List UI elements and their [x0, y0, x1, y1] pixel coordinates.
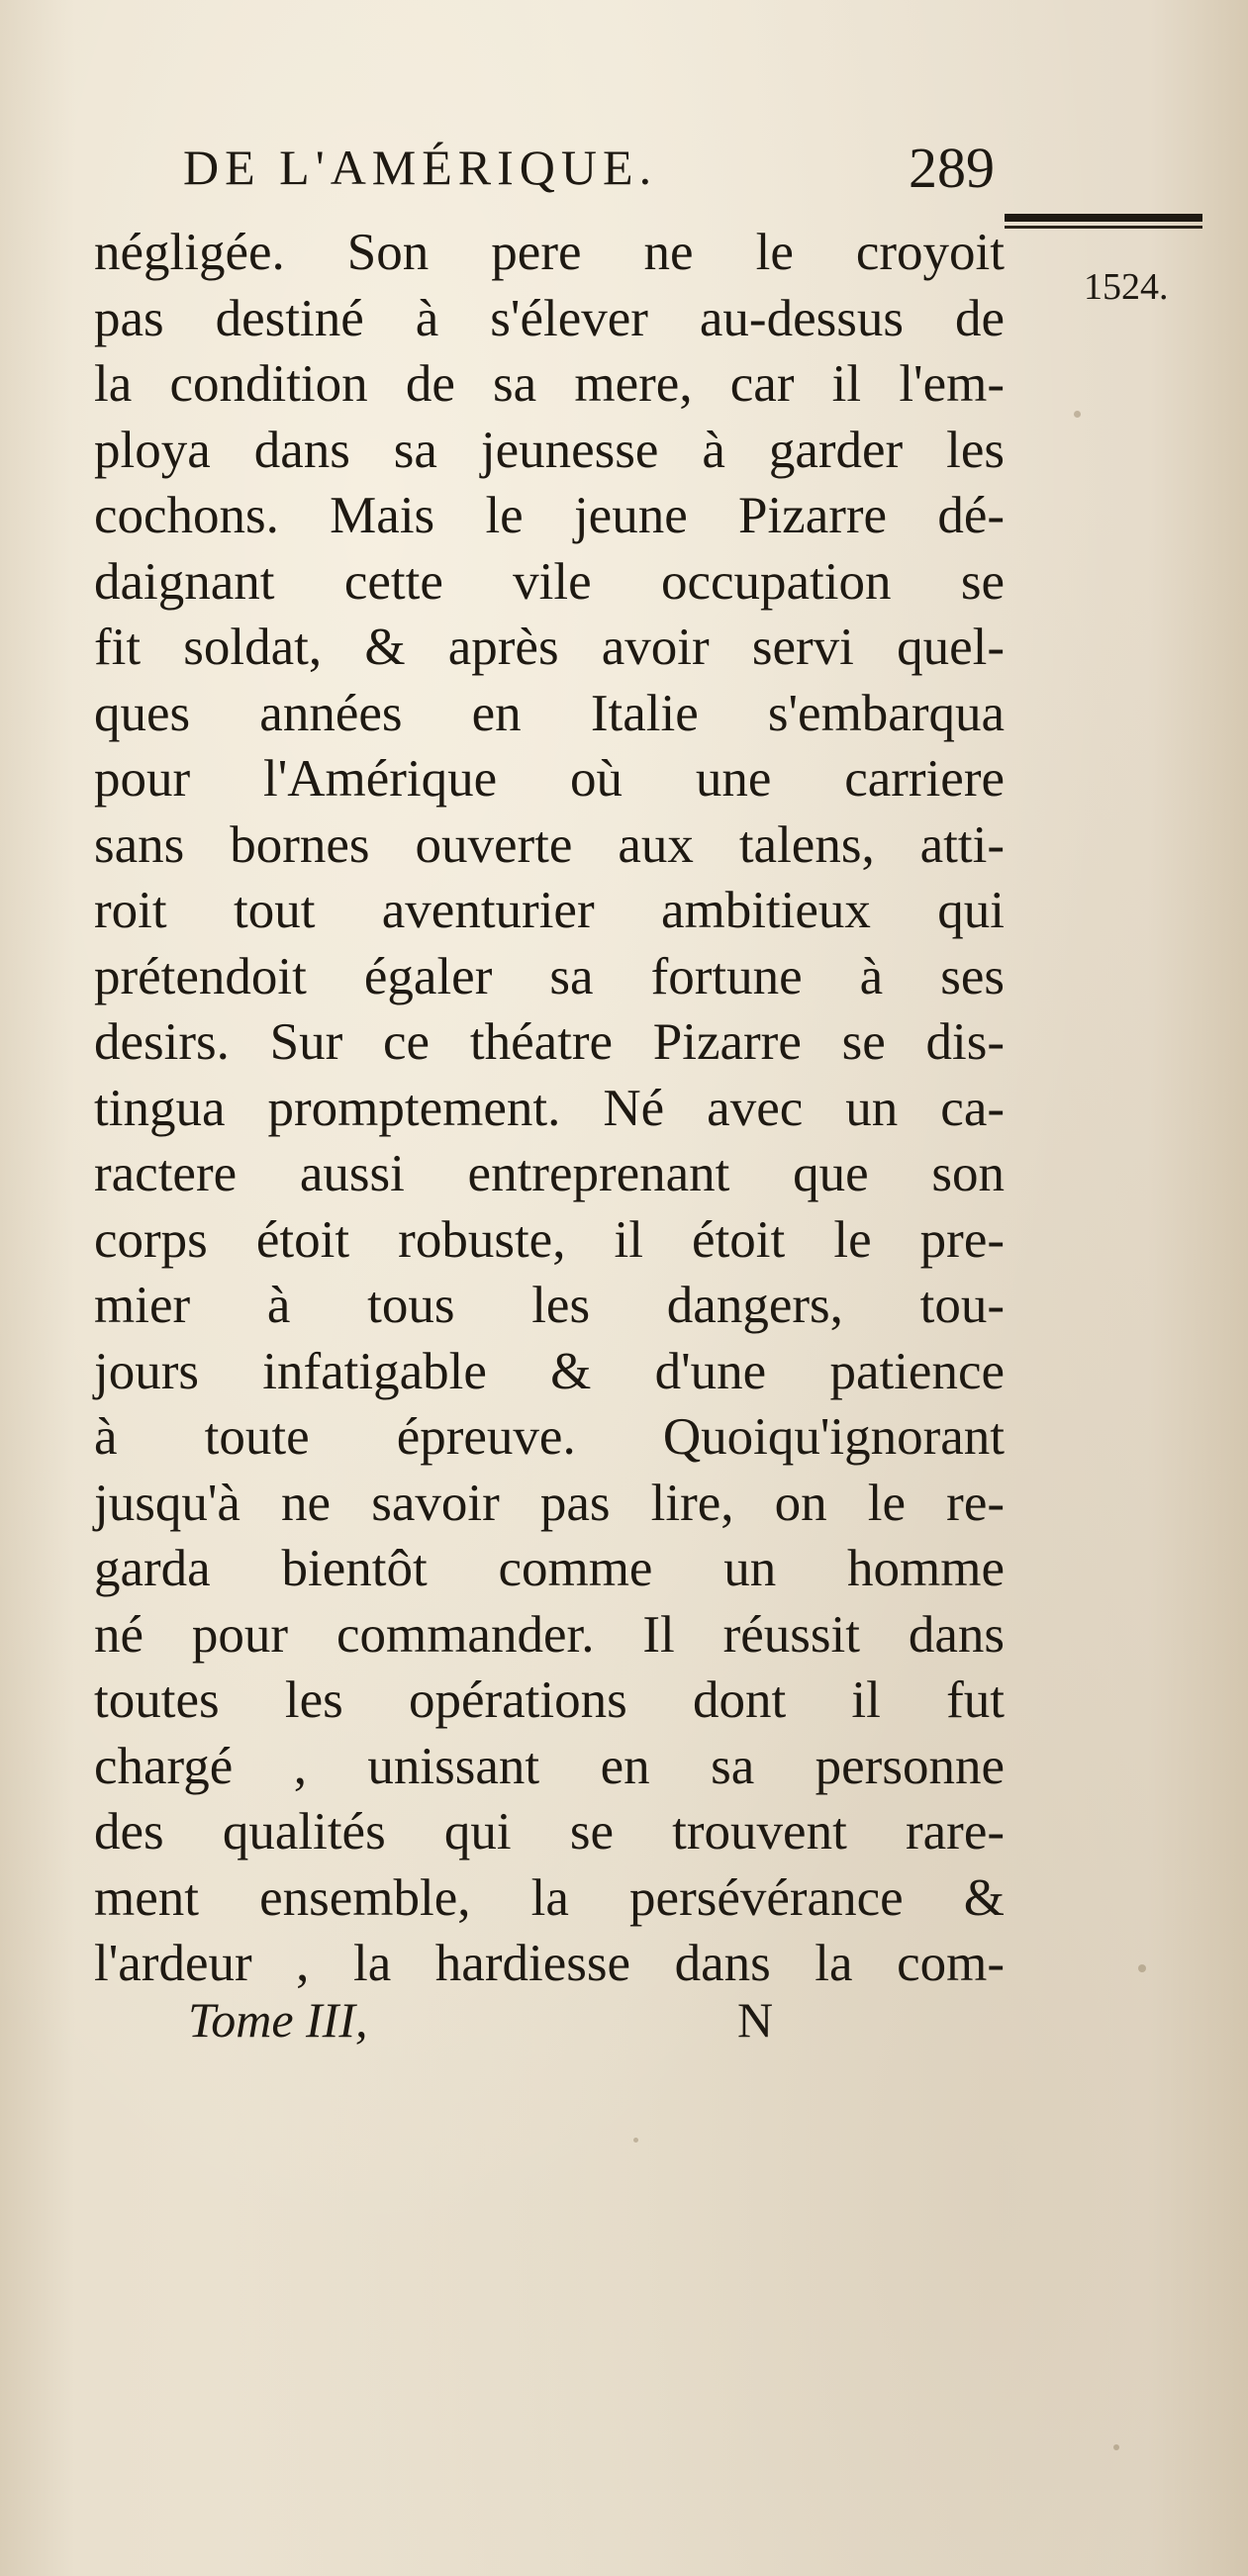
text-line: chargé , unissant en sa personne: [94, 1737, 1005, 1795]
text-line: ploya dans sa jeunesse à garder les: [94, 421, 1005, 479]
text-line: fit soldat, & après avoir servi quel-: [94, 619, 1005, 676]
text-line: l'ardeur , la hardiesse dans la com-: [94, 1935, 1005, 1992]
paper-spot: [1074, 411, 1081, 418]
text-line: jusqu'à ne savoir pas lire, on le re-: [94, 1474, 1005, 1532]
text-line: négligée. Son pere ne le croyoit: [94, 224, 1005, 281]
text-line: daignant cette vile occupation se: [94, 552, 1005, 611]
text-line: desirs. Sur ce théatre Pizarre se dis-: [94, 1013, 1005, 1071]
margin-rule-thick: [1005, 214, 1202, 222]
text-line: pas destiné à s'élever au-dessus de: [94, 289, 1005, 347]
volume-label: Tome III,: [188, 1992, 368, 2048]
text-line: des qualités qui se trouvent rare-: [94, 1803, 1005, 1860]
margin-rule-thin: [1005, 226, 1202, 229]
text-line: corps étoit robuste, il étoit le pre-: [94, 1210, 1005, 1269]
paper-spot: [1113, 2444, 1119, 2450]
text-line: né pour commander. Il réussit dans: [94, 1605, 1005, 1664]
text-line: mier à tous les dangers, tou-: [94, 1277, 1005, 1334]
running-title: DE L'AMÉRIQUE.: [183, 140, 658, 195]
text-line: sans bornes ouverte aux talens, atti-: [94, 815, 1005, 874]
signature-mark: N: [737, 1992, 774, 2048]
paper-spot: [633, 2138, 638, 2143]
text-line: la condition de sa mere, car il l'em-: [94, 355, 1005, 413]
text-line: garda bientôt comme un homme: [94, 1540, 1005, 1597]
text-line: ractere aussi entreprenant que son: [94, 1145, 1005, 1202]
text-line: prétendoit égaler sa fortune à ses: [94, 947, 1005, 1005]
running-head: [183, 136, 995, 208]
page-number: 289: [909, 136, 995, 200]
body-text: [94, 220, 1005, 1997]
margin-year-note: 1524.: [1084, 266, 1169, 308]
text-line: tingua promptement. Né avec un ca-: [94, 1079, 1005, 1137]
text-line: ques années en Italie s'embarqua: [94, 684, 1005, 742]
text-line: ment ensemble, la persévérance &: [94, 1868, 1005, 1927]
paper-spot: [1138, 1964, 1146, 1972]
page-footer: [188, 1991, 821, 2060]
text-line: toutes les opérations dont il fut: [94, 1671, 1005, 1729]
text-line: à toute épreuve. Quoiqu'ignorant: [94, 1408, 1005, 1466]
text-line: roit tout aventurier ambitieux qui: [94, 882, 1005, 939]
margin-rule: [1005, 210, 1202, 232]
text-line: pour l'Amérique où une carriere: [94, 750, 1005, 808]
text-line: jours infatigable & d'une patience: [94, 1342, 1005, 1400]
text-line: cochons. Mais le jeune Pizarre dé-: [94, 487, 1005, 544]
